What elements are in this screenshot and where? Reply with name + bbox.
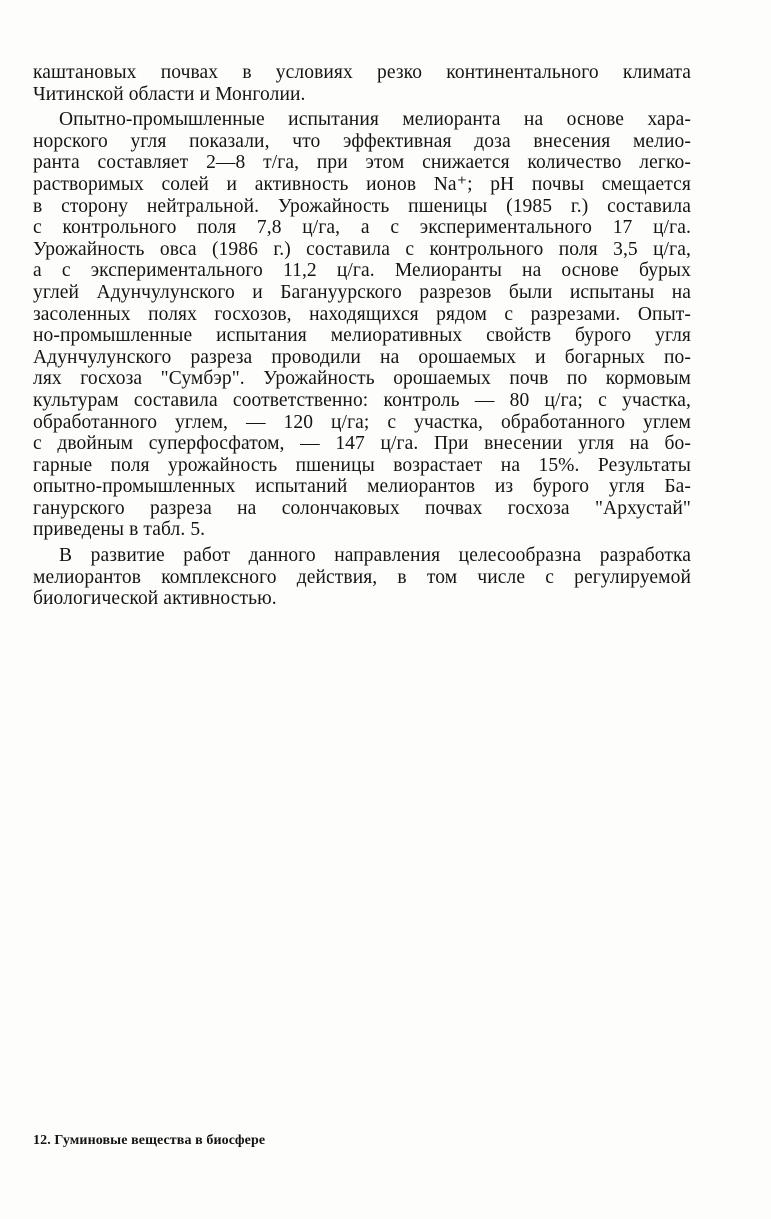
text-line: культурам составила соответственно: контроль — 80 ц/га; с участка, — [33, 389, 691, 411]
paragraph — [33, 545, 691, 610]
text-line: лях госхоза "Сумбэр". Урожайность орошаемых почв по кормовым — [33, 368, 691, 390]
text-line: В развитие работ данного направления целесообразна разработка — [59, 545, 691, 567]
body-text — [33, 62, 691, 610]
text-line: Опытно-промышленные испытания мелиоранта на основе хара- — [59, 109, 691, 131]
paragraph — [33, 62, 691, 105]
text-line: гарные поля урожайность пшеницы возрастает на 15%. Результаты — [33, 454, 691, 476]
text-line: Читинской области и Монголии. — [33, 83, 306, 105]
text-line: а с экспериментального 11,2 ц/га. Мелиоранты на основе бурых — [33, 260, 691, 282]
text-line: с двойным суперфосфатом, — 147 ц/га. При внесении угля на бо- — [33, 433, 691, 455]
text-line: растворимых солей и активность ионов Na⁺; pH почвы смещается — [33, 173, 691, 195]
text-line: опытно-промышленных испытаний мелиорантов из бурого угля Ба- — [33, 476, 691, 498]
text-line: норского угля показали, что эффективная доза внесения мелио- — [33, 130, 691, 152]
signature-mark: 12. Гуминовые вещества в биосфере — [33, 1133, 266, 1148]
text-line: каштановых почвах в условиях резко континентального климата — [33, 62, 691, 83]
text-line: засоленных полях госхозов, находящихся рядом с разрезами. Опыт- — [33, 303, 691, 325]
text-line: в сторону нейтральной. Урожайность пшеницы (1985 г.) составила — [33, 195, 691, 217]
text-line: но-промышленные испытания мелиоративных свойств бурого угля — [33, 325, 691, 347]
text-line: приведены в табл. 5. — [33, 519, 206, 541]
text-line: обработанного углем, — 120 ц/га; с участка, обработанного углем — [33, 411, 691, 433]
text-line: Урожайность овса (1986 г.) составила с контрольного поля 3,5 ц/га, — [33, 238, 691, 260]
paragraph — [33, 109, 691, 541]
text-line: ранта составляет 2—8 т/га, при этом снижается количество легко- — [33, 152, 691, 174]
text-line: биологической активностью. — [33, 588, 277, 610]
text-line: с контрольного поля 7,8 ц/га, а с экспериментального 17 ц/га. — [33, 217, 691, 239]
text-line: углей Адунчулунского и Багануурского разрезов были испытаны на — [33, 281, 691, 303]
text-line: ганурского разреза на солончаковых почвах госхоза "Архустай" — [33, 497, 691, 519]
text-line: мелиорантов комплексного действия, в том числе с регулируемой — [33, 566, 691, 588]
text-line: Адунчулунского разреза проводили на орошаемых и богарных по- — [33, 346, 691, 368]
